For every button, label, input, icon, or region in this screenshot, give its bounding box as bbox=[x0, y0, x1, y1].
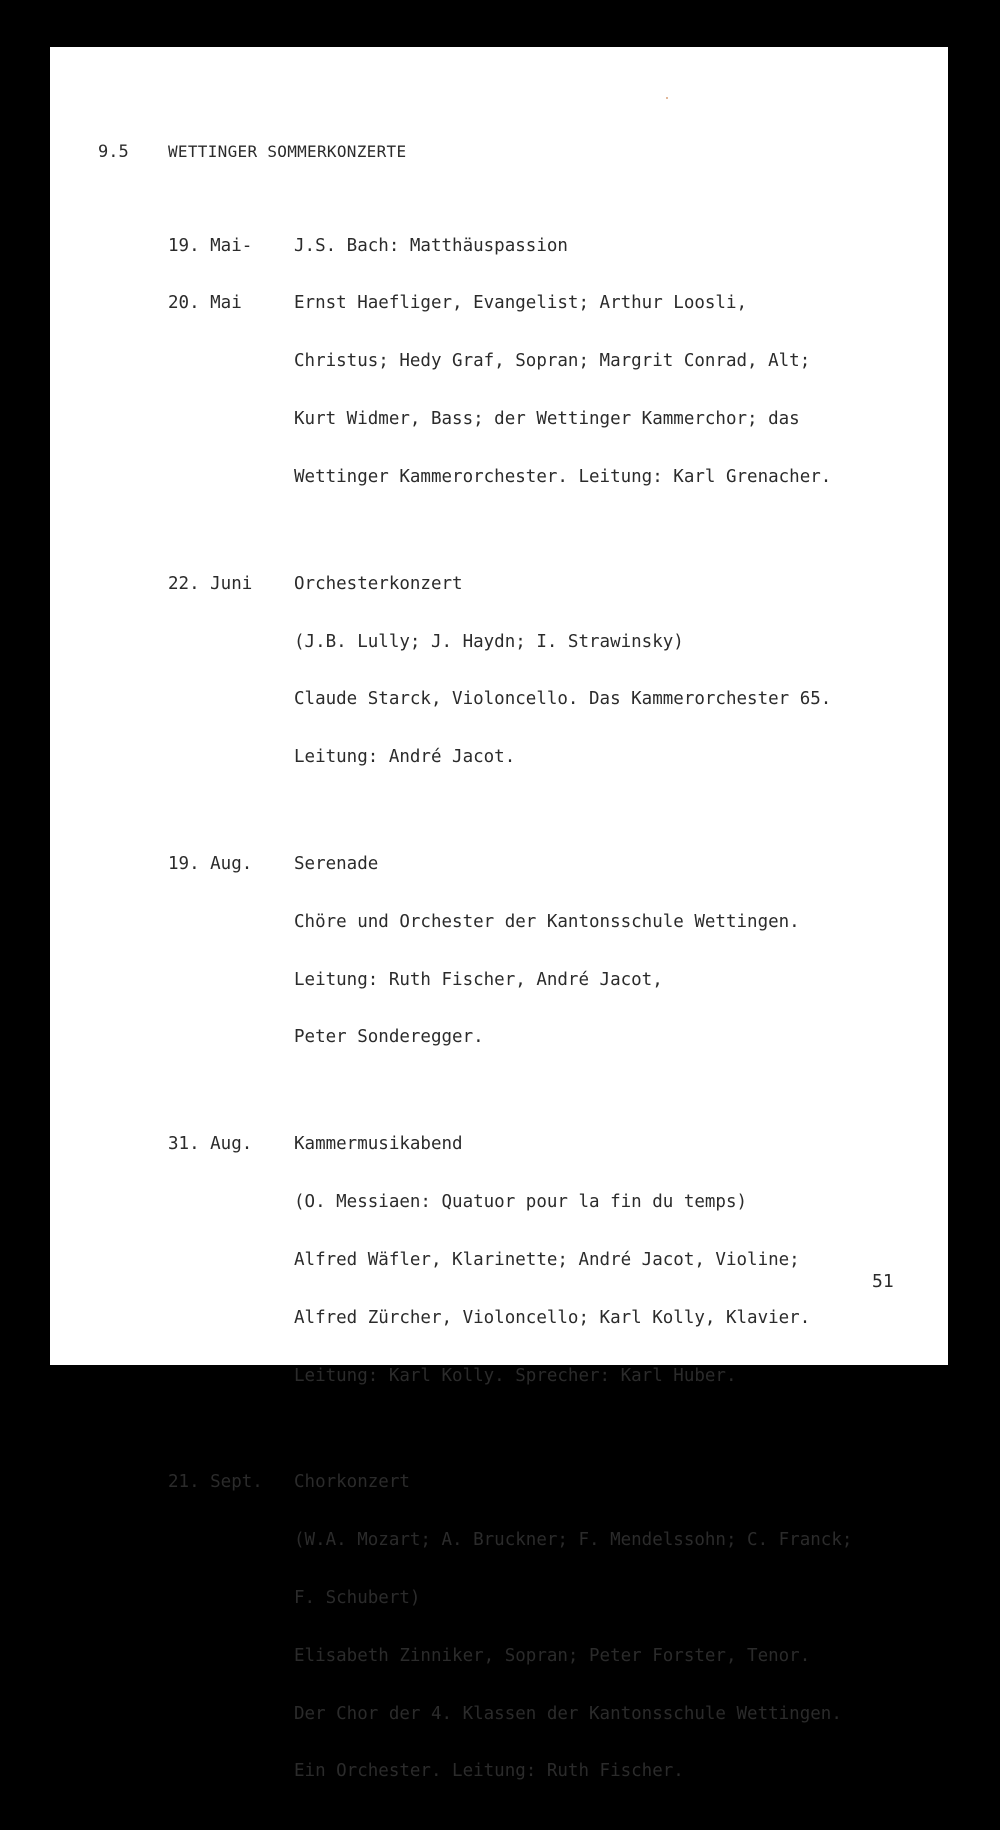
description-line: Chöre und Orchester der Kantonsschule Wettingen. bbox=[294, 911, 800, 932]
concert-description bbox=[294, 816, 938, 1086]
date-line: 19. Mai- bbox=[168, 235, 253, 256]
date-line: 31. Aug. bbox=[168, 1133, 253, 1154]
concert-date bbox=[168, 536, 294, 806]
concert-entry bbox=[168, 536, 938, 806]
date-line: 19. Aug. bbox=[168, 853, 253, 874]
section-title: WETTINGER SOMMERKONZERTE bbox=[168, 142, 407, 161]
description-line: Claude Starck, Violoncello. Das Kammerorchester 65. bbox=[294, 689, 832, 710]
description-line: Alfred Wäfler, Klarinette; André Jacot, Violine; bbox=[294, 1249, 800, 1270]
date-line: 21. Sept. bbox=[168, 1472, 263, 1492]
date-line: 22. Juni bbox=[168, 573, 253, 594]
description-line: Alfred Zürcher, Violoncello; Karl Kolly, Klavier. bbox=[294, 1307, 811, 1328]
concert-date bbox=[168, 198, 294, 526]
concert-title: Chorkonzert bbox=[294, 1472, 410, 1492]
concert-list bbox=[168, 198, 938, 1830]
concert-entry bbox=[168, 816, 938, 1086]
description-line: Ernst Haefliger, Evangelist; Arthur Loosli, bbox=[294, 293, 748, 314]
concert-date bbox=[168, 1434, 294, 1820]
description-line: (W.A. Mozart; A. Bruckner; F. Mendelssohn; C. Franck; bbox=[294, 1529, 853, 1550]
concert-entry bbox=[168, 1434, 938, 1820]
description-line: Christus; Hedy Graf, Sopran; Margrit Conrad, Alt; bbox=[294, 351, 811, 372]
description-line: Leitung: André Jacot. bbox=[294, 747, 516, 768]
description-line: Wettinger Kammerorchester. Leitung: Karl Grenacher. bbox=[294, 467, 832, 488]
concert-title: Serenade bbox=[294, 853, 379, 874]
description-line: (O. Messiaen: Quatuor pour la fin du temps) bbox=[294, 1191, 748, 1212]
concert-description bbox=[294, 536, 938, 806]
description-line: Kurt Widmer, Bass; der Wettinger Kammerchor; das bbox=[294, 409, 800, 430]
section-number: 9.5 bbox=[98, 142, 129, 162]
description-line: Leitung: Karl Kolly. Sprecher: Karl Huber. bbox=[294, 1365, 737, 1386]
description-line: Elisabeth Zinniker, Sopran; Peter Forster, Tenor. bbox=[294, 1645, 811, 1666]
description-line: F. Schubert) bbox=[294, 1587, 421, 1608]
concert-description bbox=[294, 198, 938, 526]
concert-entry bbox=[168, 198, 938, 526]
description-line: Ein Orchester. Leitung: Ruth Fischer. bbox=[294, 1761, 684, 1782]
concert-date bbox=[168, 1096, 294, 1424]
description-line: Der Chor der 4. Klassen der Kantonsschule Wettingen. bbox=[294, 1703, 842, 1724]
concert-title: J.S. Bach: Matthäuspassion bbox=[294, 235, 568, 256]
date-line: 20. Mai bbox=[168, 293, 242, 314]
concert-title: Kammermusikabend bbox=[294, 1133, 463, 1154]
description-line: (J.B. Lully; J. Haydn; I. Strawinsky) bbox=[294, 631, 684, 652]
document-page bbox=[50, 47, 948, 1782]
paper-speck bbox=[666, 97, 668, 99]
page-number: 51 bbox=[872, 1271, 894, 1292]
concert-title: Orchesterkonzert bbox=[294, 573, 463, 594]
description-line: Peter Sonderegger. bbox=[294, 1027, 484, 1048]
concert-date bbox=[168, 816, 294, 1086]
concert-entry bbox=[168, 1096, 938, 1424]
concert-description bbox=[294, 1096, 938, 1424]
concert-description bbox=[294, 1434, 938, 1820]
description-line: Leitung: Ruth Fischer, André Jacot, bbox=[294, 969, 663, 990]
